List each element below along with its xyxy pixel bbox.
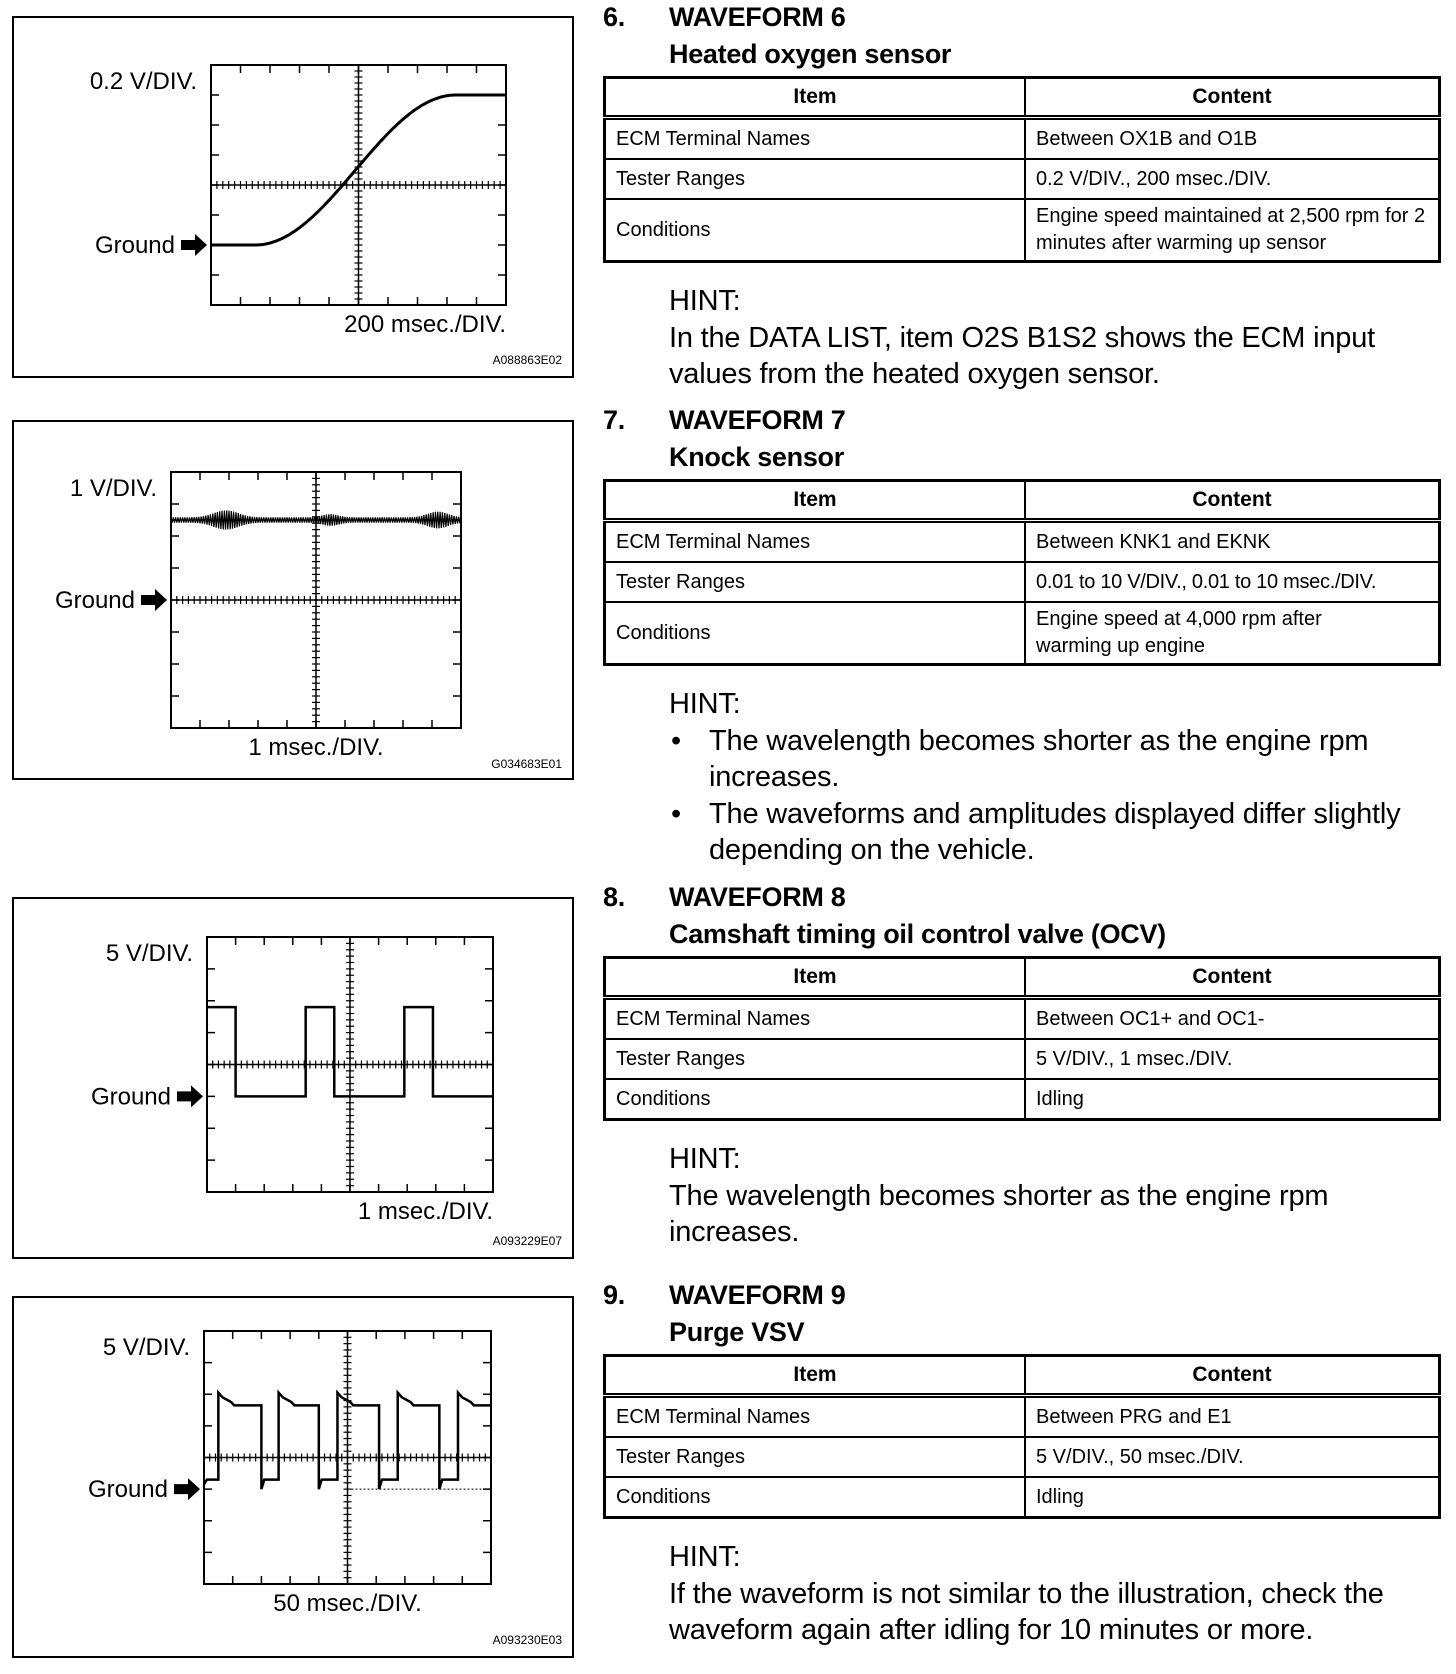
waveform-6-scope xyxy=(14,18,572,376)
column-header-item: Item xyxy=(605,1356,1026,1396)
figure-code: A088863E02 xyxy=(492,353,562,367)
section-waveform-8 xyxy=(603,882,1443,1251)
row-label: ECM Terminal Names xyxy=(605,1396,1026,1438)
row-value: 0.2 V/DIV., 200 msec./DIV. xyxy=(1025,159,1440,199)
row-value: Between OX1B and O1B xyxy=(1025,118,1440,160)
table-header-row xyxy=(605,481,1440,521)
ground-label: Ground xyxy=(87,1476,168,1504)
row-label: Conditions xyxy=(605,602,1026,665)
column-header-item: Item xyxy=(605,481,1026,521)
waveform-8-scope xyxy=(14,899,572,1257)
row-value: Idling xyxy=(1025,1079,1440,1120)
table-row xyxy=(605,1437,1440,1477)
spec-table xyxy=(603,76,1441,263)
waveform-9-scope xyxy=(14,1298,572,1656)
row-value: Engine speed at 4,000 rpm after warming up engine xyxy=(1025,602,1440,665)
section-number: 9. xyxy=(603,1280,625,1310)
hint-label: HINT: xyxy=(669,1143,741,1175)
column-header-content: Content xyxy=(1025,1356,1440,1396)
volt-per-div-label: 5 V/DIV. xyxy=(102,1334,190,1361)
section-heading xyxy=(603,882,1443,956)
time-per-div-label: 1 msec./DIV. xyxy=(357,1198,493,1225)
ground-label: Ground xyxy=(54,587,135,614)
section-title: WAVEFORM 7 xyxy=(669,405,846,435)
table-row xyxy=(605,998,1440,1040)
table-header-row xyxy=(605,958,1440,998)
table-row xyxy=(605,1396,1440,1438)
section-title: WAVEFORM 6 xyxy=(669,2,846,32)
table-row xyxy=(605,1079,1440,1120)
hint-label: HINT: xyxy=(669,688,741,720)
volt-per-div-label: 1 V/DIV. xyxy=(69,475,157,502)
row-label: Tester Ranges xyxy=(605,562,1026,602)
hint-block xyxy=(669,686,1443,869)
row-value: Idling xyxy=(1025,1477,1440,1518)
figure-code: A093229E07 xyxy=(492,1234,562,1248)
section-heading xyxy=(603,405,1443,479)
row-value: Between PRG and E1 xyxy=(1025,1396,1440,1438)
column-header-content: Content xyxy=(1025,78,1440,118)
row-value: 5 V/DIV., 50 msec./DIV. xyxy=(1025,1437,1440,1477)
hint-block xyxy=(669,1141,1443,1251)
column-header-content: Content xyxy=(1025,958,1440,998)
table-row xyxy=(605,521,1440,563)
hint-bullet-list xyxy=(669,723,1443,869)
section-number: 7. xyxy=(603,405,625,435)
right-arrow-icon xyxy=(141,589,167,611)
row-label: Conditions xyxy=(605,199,1026,262)
row-label: ECM Terminal Names xyxy=(605,118,1026,160)
section-heading xyxy=(603,1280,1443,1354)
row-label: Conditions xyxy=(605,1079,1026,1120)
row-value: Between KNK1 and EKNK xyxy=(1025,521,1440,563)
hint-text: If the waveform is not similar to the illustration, check the waveform again after idling for 10 minutes or more. xyxy=(669,1577,1384,1646)
table-row xyxy=(605,1477,1440,1518)
column-header-item: Item xyxy=(605,78,1026,118)
waveform-6-figure xyxy=(12,16,574,378)
spec-table xyxy=(603,956,1441,1121)
table-row xyxy=(605,602,1440,665)
hint-label: HINT: xyxy=(669,285,741,317)
section-subtitle: Heated oxygen sensor xyxy=(669,39,952,69)
row-label: Tester Ranges xyxy=(605,1039,1026,1079)
hint-bullet: • The wavelength becomes shorter as the engine rpm increases. xyxy=(669,723,1443,796)
section-number: 8. xyxy=(603,882,625,912)
figure-code: G034683E01 xyxy=(491,757,562,771)
right-arrow-icon xyxy=(177,1085,203,1107)
table-header-row xyxy=(605,1356,1440,1396)
section-title: WAVEFORM 9 xyxy=(669,1280,846,1310)
waveform-7-scope xyxy=(14,422,572,778)
row-value: 0.01 to 10 V/DIV., 0.01 to 10 msec./DIV. xyxy=(1025,562,1440,602)
ground-label: Ground xyxy=(90,1083,171,1111)
ground-label: Ground xyxy=(94,232,175,259)
table-row xyxy=(605,159,1440,199)
time-per-div-label: 200 msec./DIV. xyxy=(344,311,506,338)
time-per-div-label: 50 msec./DIV. xyxy=(273,1590,422,1617)
hint-block xyxy=(669,283,1443,393)
row-label: Conditions xyxy=(605,1477,1026,1518)
section-number: 6. xyxy=(603,2,625,32)
volt-per-div-label: 0.2 V/DIV. xyxy=(89,68,197,95)
section-waveform-9 xyxy=(603,1280,1443,1649)
section-waveform-6 xyxy=(603,2,1443,393)
hint-block xyxy=(669,1539,1443,1649)
figure-code: A093230E03 xyxy=(492,1633,562,1647)
right-arrow-icon xyxy=(181,234,207,256)
table-row xyxy=(605,1039,1440,1079)
table-row xyxy=(605,118,1440,160)
section-subtitle: Camshaft timing oil control valve (OCV) xyxy=(669,919,1166,949)
section-heading xyxy=(603,2,1443,76)
hint-bullet: • The waveforms and amplitudes displayed differ slightly depending on the vehicle. xyxy=(669,796,1443,869)
section-subtitle: Purge VSV xyxy=(669,1317,805,1347)
column-header-item: Item xyxy=(605,958,1026,998)
row-value: Engine speed maintained at 2,500 rpm for 2 minutes after warming up sensor xyxy=(1025,199,1440,262)
volt-per-div-label: 5 V/DIV. xyxy=(105,940,193,967)
hint-text: The wavelength becomes shorter as the engine rpm increases. xyxy=(669,1179,1329,1248)
waveform-9-figure xyxy=(12,1296,574,1658)
row-value: Between OC1+ and OC1- xyxy=(1025,998,1440,1040)
table-header-row xyxy=(605,78,1440,118)
spec-table xyxy=(603,1354,1441,1519)
hint-text: In the DATA LIST, item O2S B1S2 shows the ECM input values from the heated oxygen sensor. xyxy=(669,321,1375,390)
row-label: ECM Terminal Names xyxy=(605,521,1026,563)
row-value: 5 V/DIV., 1 msec./DIV. xyxy=(1025,1039,1440,1079)
time-per-div-label: 1 msec./DIV. xyxy=(248,734,384,761)
section-subtitle: Knock sensor xyxy=(669,442,844,472)
right-arrow-icon xyxy=(174,1478,200,1500)
spec-table xyxy=(603,479,1441,666)
table-row xyxy=(605,199,1440,262)
hint-label: HINT: xyxy=(669,1541,741,1573)
table-row xyxy=(605,562,1440,602)
section-waveform-7 xyxy=(603,405,1443,869)
row-label: Tester Ranges xyxy=(605,1437,1026,1477)
waveform-8-figure xyxy=(12,897,574,1259)
row-label: ECM Terminal Names xyxy=(605,998,1026,1040)
row-label: Tester Ranges xyxy=(605,159,1026,199)
waveform-7-figure xyxy=(12,420,574,780)
column-header-content: Content xyxy=(1025,481,1440,521)
section-title: WAVEFORM 8 xyxy=(669,882,846,912)
